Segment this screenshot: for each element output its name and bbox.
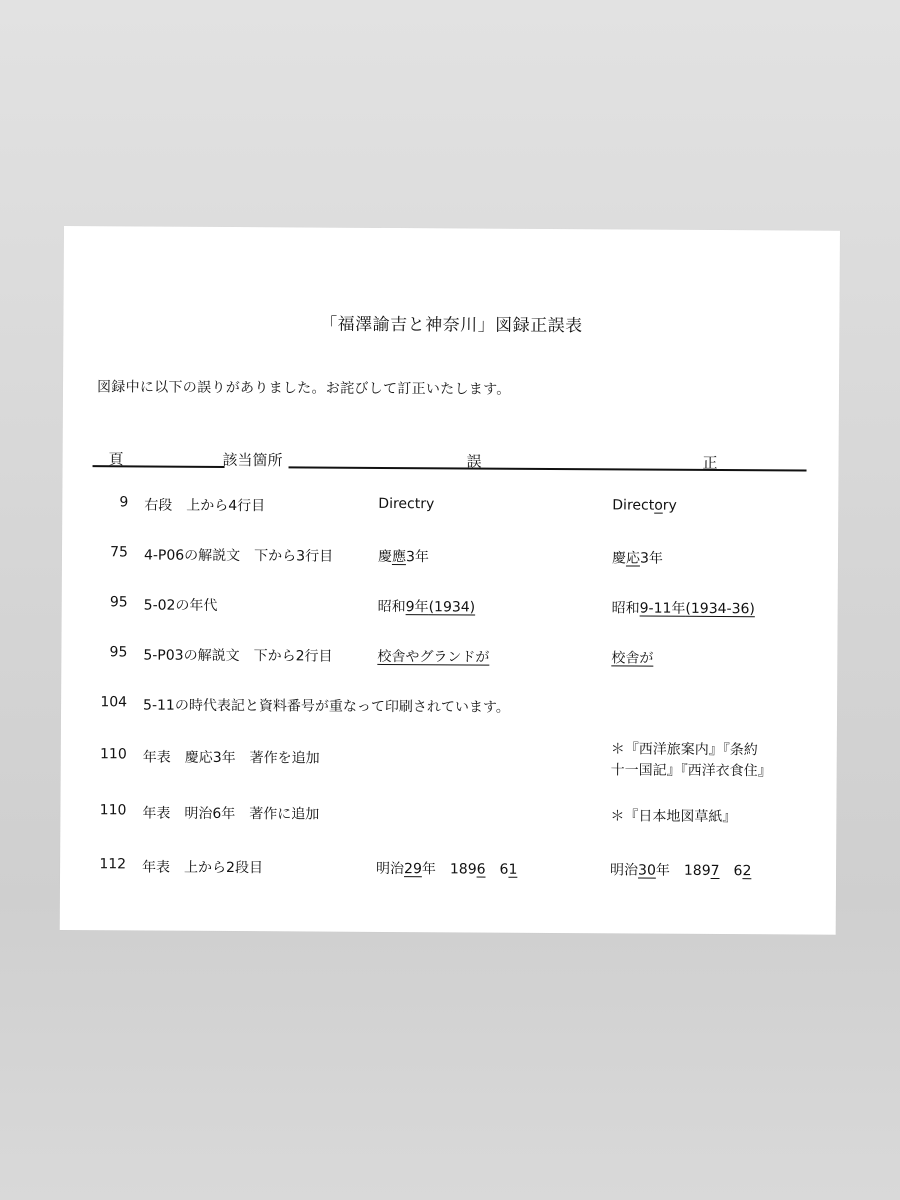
row-location: 4-P06の解説文 下から3行目 <box>143 547 334 565</box>
header-correct: 正 <box>702 453 718 472</box>
row-location: 5-11の時代表記と資料番号が重なって印刷されています。 <box>143 697 510 716</box>
row-correct: ＊『西洋旅案内』『条約十一国記』『西洋衣食住』 <box>610 741 772 780</box>
row-error: Directry <box>378 495 435 513</box>
row-page: 112 <box>99 856 127 873</box>
row-location: 年表 明治6年 著作に追加 <box>142 805 320 823</box>
row-location: 5-P03の解説文 下から2行目 <box>143 647 333 665</box>
errata-sheet <box>60 226 840 935</box>
row-location: 年表 慶応3年 著作を追加 <box>142 749 320 767</box>
row-page: 9 <box>119 494 129 511</box>
row-correct: 明治30年 1897 62 <box>610 862 752 880</box>
row-correct: 慶応3年 <box>611 550 663 567</box>
table-row <box>62 494 838 539</box>
row-page: 75 <box>110 544 129 561</box>
row-correct: 昭和9-11年(1934-36) <box>611 600 755 618</box>
row-error: 慶應3年 <box>377 548 429 566</box>
header-page: 頁 <box>108 450 124 469</box>
document-title: 「福澤諭吉と神奈川」図録正誤表 <box>320 314 583 337</box>
row-correct: ＊『日本地図草紙』 <box>610 808 737 826</box>
table-row <box>61 644 837 689</box>
header-error: 誤 <box>466 452 482 471</box>
row-correct: 校舎が <box>611 650 654 667</box>
table-row <box>62 594 838 639</box>
table-row <box>62 544 838 589</box>
header-rule-right <box>289 466 807 471</box>
row-location: 右段 上から4行目 <box>144 497 266 515</box>
row-page: 110 <box>99 746 127 763</box>
row-error: 校舎やグランドが <box>377 648 490 666</box>
table-row <box>60 856 836 901</box>
row-location: 年表 上から2段目 <box>142 859 264 877</box>
row-page: 95 <box>109 594 128 611</box>
row-error: 昭和9年(1934) <box>377 598 476 616</box>
table-row <box>60 802 836 847</box>
table-row <box>61 694 837 739</box>
row-page: 104 <box>100 694 128 711</box>
header-location: 該当箇所 <box>222 450 283 470</box>
row-error: 明治29年 1896 61 <box>376 860 518 878</box>
row-correct: Directory <box>612 497 677 514</box>
row-page: 110 <box>99 802 127 819</box>
row-page: 95 <box>109 644 128 661</box>
intro-text: 図録中に以下の誤りがありました。お詫びして訂正いたします。 <box>96 379 511 398</box>
row-location: 5-02の年代 <box>143 597 218 614</box>
table-row <box>61 741 837 801</box>
